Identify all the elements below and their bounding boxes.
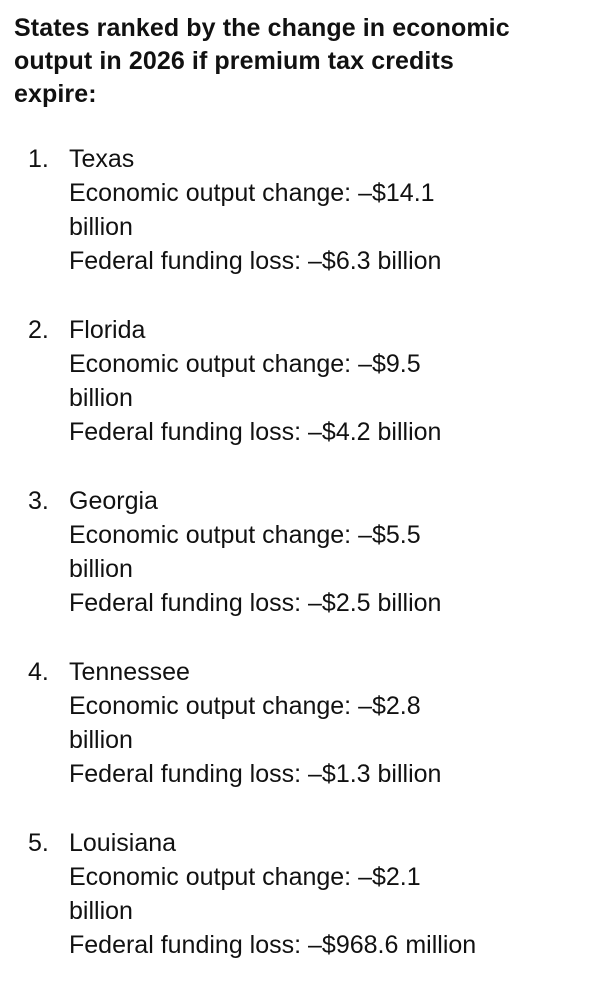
state-name: Texas bbox=[69, 145, 135, 173]
state-ranking-list bbox=[0, 142, 589, 997]
list-item-texas bbox=[0, 142, 589, 313]
list-item-georgia bbox=[0, 484, 589, 655]
state-name: Florida bbox=[69, 316, 146, 344]
state-name: Tennessee bbox=[69, 658, 190, 686]
economic-output-change: Economic output change: –$9.5 billion bbox=[69, 350, 421, 412]
item-body bbox=[69, 655, 489, 791]
item-body bbox=[69, 484, 489, 620]
list-item-tennessee bbox=[0, 655, 589, 826]
item-number: 1. bbox=[28, 145, 49, 173]
state-name: Georgia bbox=[69, 487, 158, 515]
item-number: 2. bbox=[28, 316, 49, 344]
item-number: 4. bbox=[28, 658, 49, 686]
federal-funding-loss: Federal funding loss: –$6.3 billion bbox=[69, 247, 442, 275]
item-number: 5. bbox=[28, 829, 49, 857]
list-item-florida bbox=[0, 313, 589, 484]
list-item-louisiana bbox=[0, 826, 589, 997]
state-name: Louisiana bbox=[69, 829, 177, 857]
federal-funding-loss: Federal funding loss: –$4.2 billion bbox=[69, 418, 442, 446]
economic-output-change: Economic output change: –$14.1 billion bbox=[69, 179, 435, 241]
economic-output-change: Economic output change: –$2.1 billion bbox=[69, 863, 421, 925]
federal-funding-loss: Federal funding loss: –$968.6 million bbox=[69, 931, 477, 959]
economic-output-change: Economic output change: –$2.8 billion bbox=[69, 692, 421, 754]
item-body bbox=[69, 142, 489, 278]
federal-funding-loss: Federal funding loss: –$2.5 billion bbox=[69, 589, 442, 617]
item-number: 3. bbox=[28, 487, 49, 515]
federal-funding-loss: Federal funding loss: –$1.3 billion bbox=[69, 760, 442, 788]
item-body bbox=[69, 313, 489, 449]
economic-output-change: Economic output change: –$5.5 billion bbox=[69, 521, 421, 583]
page-heading: States ranked by the change in economic output in 2026 if premium tax credits expire: bbox=[14, 14, 510, 108]
item-body bbox=[69, 826, 489, 962]
